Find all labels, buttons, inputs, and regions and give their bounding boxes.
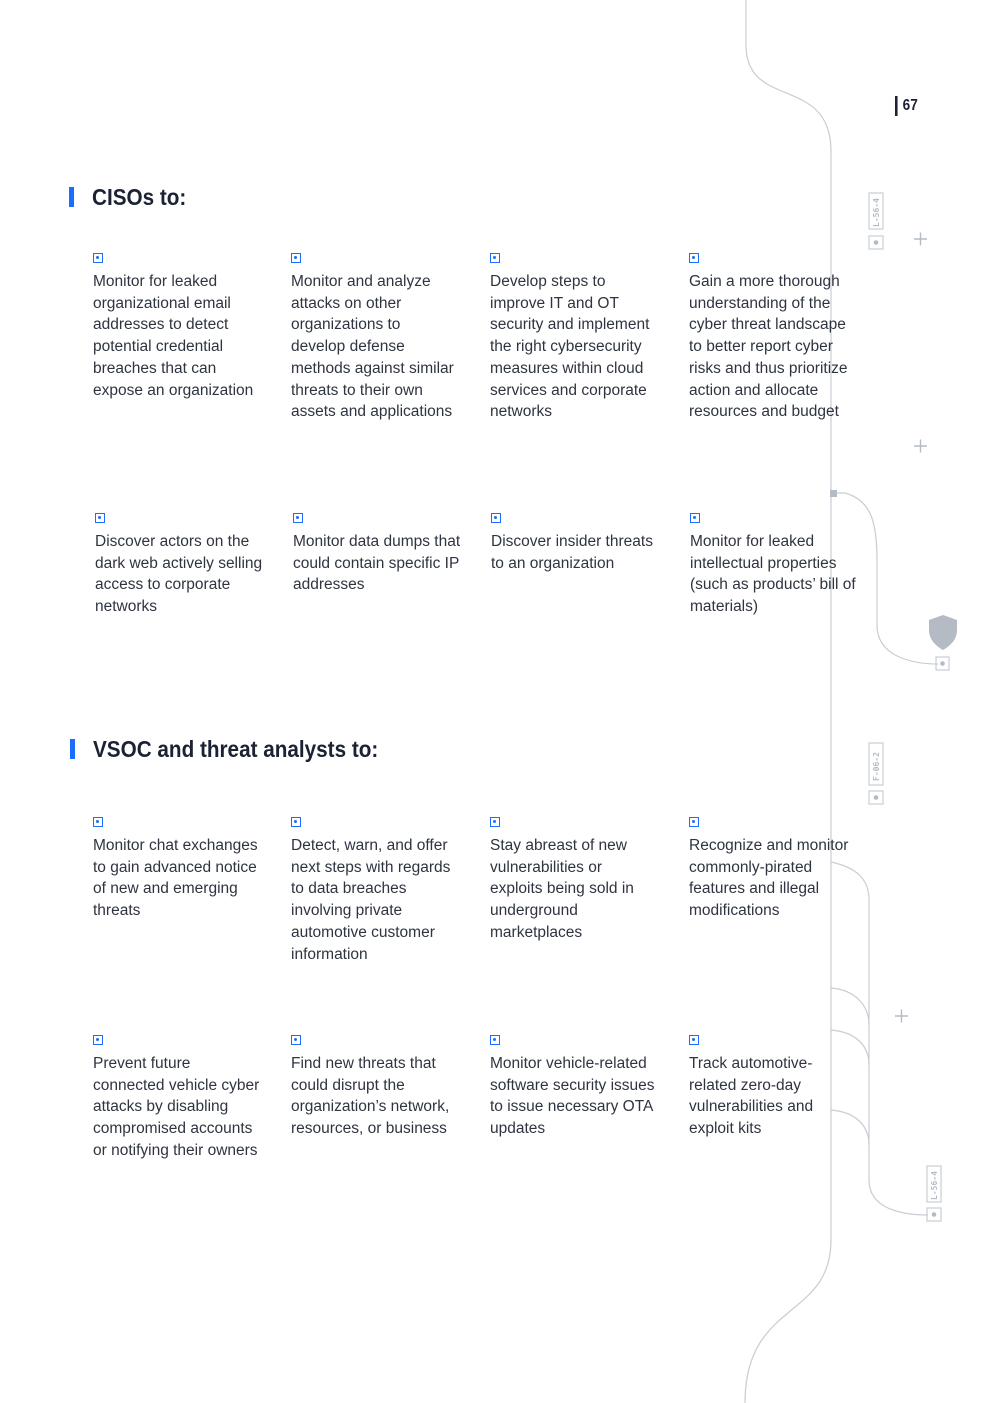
list-item-text: Monitor for leaked organizational email addresses to detect potential credential breaches that can expose an organization xyxy=(93,273,254,399)
rail-node-icon xyxy=(830,490,837,497)
label-text: L-56-4 xyxy=(930,1171,939,1200)
main-rail-line xyxy=(745,0,831,1403)
section-heading-cisos xyxy=(69,184,197,210)
branch-line xyxy=(831,988,869,1025)
label-chip xyxy=(927,1166,941,1202)
bullet-icon xyxy=(491,513,501,523)
bullet-icon xyxy=(93,253,103,263)
bullet-icon xyxy=(93,817,103,827)
plus-icon xyxy=(895,1010,908,1023)
bullet-icon xyxy=(291,1035,301,1045)
bullet-icon xyxy=(490,817,500,827)
section-heading-text: VSOC and threat analysts to: xyxy=(93,736,379,762)
list-item-text: Stay abreast of new vulnerabilities or exploits being sold in underground marketplaces xyxy=(490,837,634,941)
page-number: 67 xyxy=(895,96,918,116)
list-item-text: Detect, warn, and offer next steps with regards to data breaches involving private automotive customer information xyxy=(291,837,451,963)
bullet-icon xyxy=(690,513,700,523)
bullet-icon xyxy=(689,253,699,263)
bullet-icon xyxy=(291,817,301,827)
list-item-text: Find new threats that could disrupt the organization’s network, resources, or business xyxy=(291,1055,450,1138)
list-item-text: Discover insider threats to an organization xyxy=(491,533,653,572)
label-text: L-56-4 xyxy=(872,198,881,227)
connector-node-icon xyxy=(869,236,883,249)
label-text: F-06-2 xyxy=(872,752,881,781)
bullet-icon xyxy=(490,1035,500,1045)
bullet-icon xyxy=(293,513,303,523)
connector-node-icon xyxy=(936,657,949,670)
list-item-text: Gain a more thorough understanding of the cyber threat landscape to better report cyber risks and thus prioritize action and allocate resources and budget xyxy=(689,273,848,421)
list-item-text: Monitor chat exchanges to gain advanced notice of new and emerging threats xyxy=(93,837,258,920)
list-item-text: Recognize and monitor commonly-pirated features and illegal modifications xyxy=(689,837,849,920)
list-item-text: Monitor vehicle-related software security issues to issue necessary OTA updates xyxy=(490,1055,655,1138)
bullet-icon xyxy=(689,817,699,827)
bullet-icon xyxy=(490,253,500,263)
connector-node-icon xyxy=(927,1208,941,1221)
section-heading-vsoc xyxy=(70,736,410,762)
plus-icon xyxy=(914,440,927,453)
list-item-text: Discover actors on the dark web actively selling access to corporate networks xyxy=(95,533,263,616)
bullet-icon xyxy=(689,1035,699,1045)
plus-icon xyxy=(914,233,927,246)
label-chip xyxy=(869,743,883,785)
list-item-text: Track automotive-related zero-day vulnerabilities and exploit kits xyxy=(689,1055,814,1138)
list-item-text: Monitor data dumps that could contain specific IP addresses xyxy=(293,533,461,594)
list-item-text: Prevent future connected vehicle cyber attacks by disabling compromised accounts or notifying their owners xyxy=(93,1055,260,1159)
bullet-icon xyxy=(93,1035,103,1045)
list-item-text: Monitor and analyze attacks on other organizations to develop defense methods against similar threats to their own assets and applications xyxy=(291,273,454,421)
list-item-text: Monitor for leaked intellectual properties (such as products’ bill of materials) xyxy=(690,533,856,616)
bullet-icon xyxy=(95,513,105,523)
shield-icon xyxy=(929,615,957,650)
bullet-icon xyxy=(291,253,301,263)
label-chip xyxy=(869,193,883,229)
list-item-text: Develop steps to improve IT and OT security and implement the right cybersecurity measures within cloud services and corporate networks xyxy=(490,273,650,421)
section-heading-text: CISOs to: xyxy=(92,184,187,210)
connector-node-icon xyxy=(869,791,883,804)
